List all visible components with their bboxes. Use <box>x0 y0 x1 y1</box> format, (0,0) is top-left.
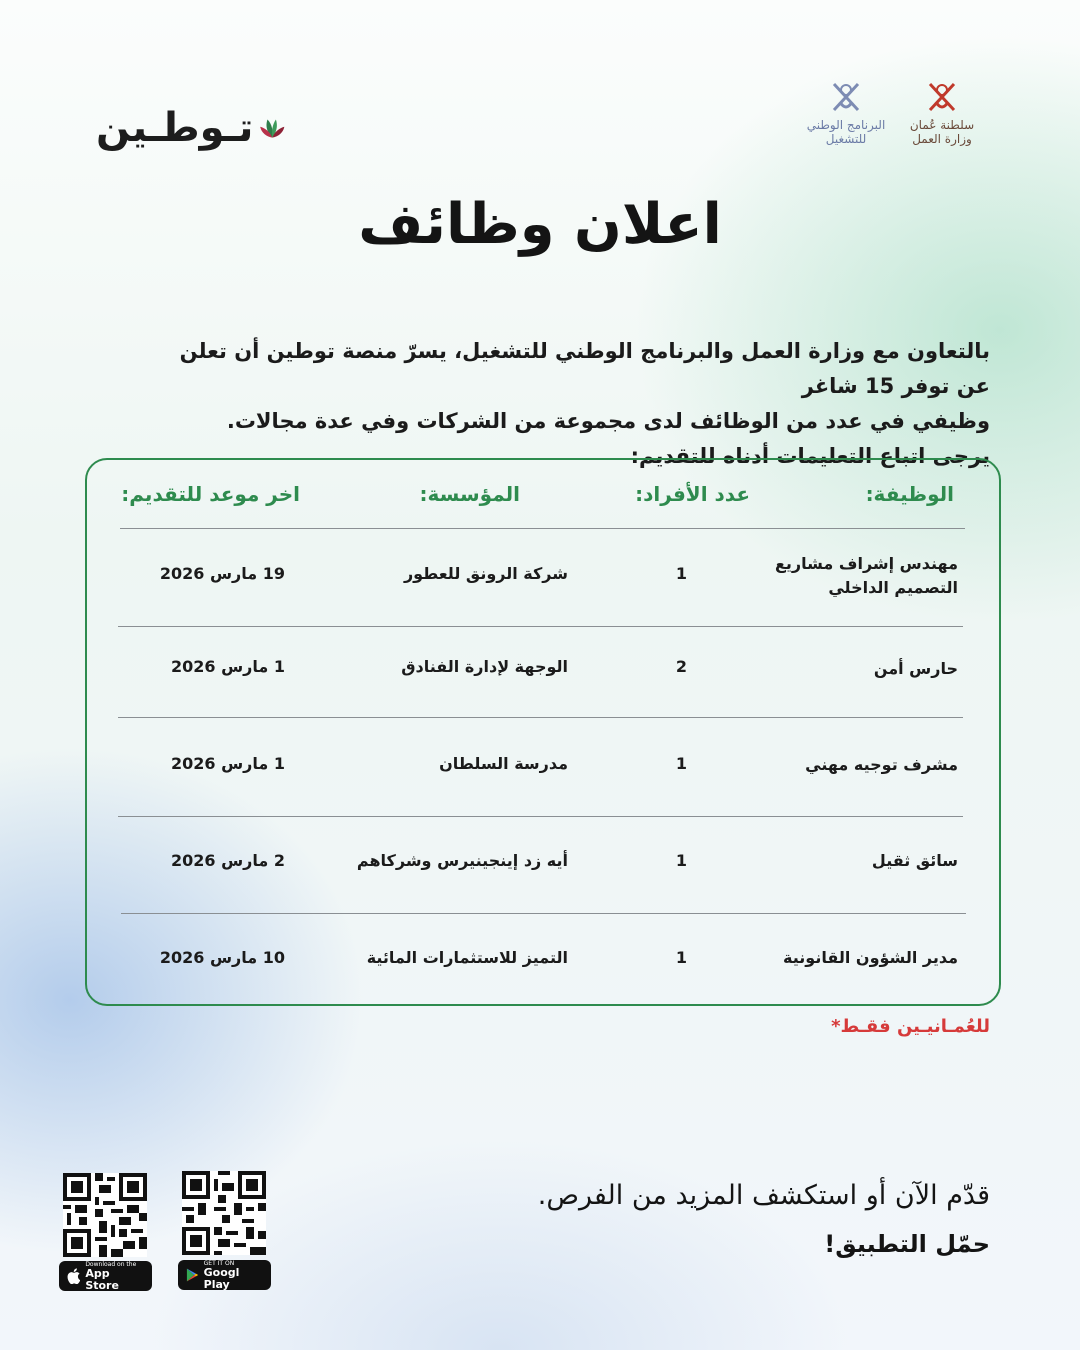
intro-line-2: وظيفي في عدد من الوظائف لدى مجموعة من الشركات وفي عدة مجالات. <box>226 409 990 433</box>
table-divider <box>120 528 965 529</box>
header-count: عدد الأفراد: <box>635 482 750 506</box>
google-play-badge[interactable] <box>178 1260 271 1290</box>
row-count: 1 <box>675 564 687 583</box>
mol-logo-text: سلطنة عُمان وزارة العمل <box>909 118 975 146</box>
table-divider <box>118 717 963 718</box>
tawteen-leaf-icon <box>259 106 286 150</box>
cta-text: قدّم الآن أو استكشف المزيد من الفرص. <box>537 1180 990 1211</box>
apple-icon <box>67 1268 80 1284</box>
table-divider <box>121 913 966 914</box>
row-org: التميز للاستثمارات المائية <box>366 948 568 967</box>
download-app-text: حمّل التطبيق! <box>824 1230 990 1258</box>
app-store-qr-code[interactable] <box>63 1173 147 1257</box>
header-job: الوظيفة: <box>865 482 954 506</box>
app-store-badge[interactable] <box>59 1261 152 1291</box>
row-job: حارس أمن <box>873 659 958 678</box>
government-logos <box>800 80 980 160</box>
omanis-only-note: للعُمـانيـين فقـط* <box>831 1016 990 1037</box>
brand-name: تـوطـين <box>96 105 254 151</box>
page-title: اعلان وظائف <box>358 192 722 257</box>
mol-logo <box>896 80 988 146</box>
intro-line-3: يرجى اتباع التعليمات أدناه للتقديم: <box>630 444 990 468</box>
ntp-emblem-icon <box>826 80 866 114</box>
google-play-qr-code[interactable] <box>182 1171 266 1255</box>
row-org: شركة الرونق للعطور <box>403 564 568 583</box>
row-job: مهندس إشراف مشاريع التصميم الداخلي <box>774 554 958 597</box>
row-deadline: 10 مارس 2026 <box>159 948 285 967</box>
google-play-small-text: GET IT ON <box>203 1259 235 1267</box>
row-count: 1 <box>675 851 687 870</box>
app-store-label: App Store <box>85 1266 119 1292</box>
ntp-logo-text: البرنامج الوطني للتشغيل <box>806 118 886 146</box>
jobs-table <box>85 458 1001 1006</box>
tawteen-logo <box>96 100 286 156</box>
table-divider <box>118 626 963 627</box>
row-org: مدرسة السلطان <box>439 754 568 773</box>
ntp-logo <box>800 80 892 146</box>
intro-line-1: بالتعاون مع وزارة العمل والبرنامج الوطني للتشغيل، يسرّ منصة توطين أن تعلن عن توفر 15 شاغر <box>179 339 990 398</box>
row-org: الوجهة لإدارة الفنادق <box>401 657 568 676</box>
row-deadline: 1 مارس 2026 <box>170 754 285 773</box>
row-count: 1 <box>675 948 687 967</box>
app-store-small-text: Download on the <box>85 1260 137 1268</box>
row-job: مشرف توجيه مهني <box>805 755 958 774</box>
header-deadline: اخر موعد للتقديم: <box>121 482 300 506</box>
row-org: أيه زد إينجينيرس وشركاهم <box>356 851 568 870</box>
row-count: 1 <box>675 754 687 773</box>
row-count: 2 <box>675 657 687 676</box>
row-deadline: 2 مارس 2026 <box>170 851 285 870</box>
oman-emblem-icon <box>922 80 962 114</box>
row-job: مدير الشؤون القانونية <box>783 948 958 967</box>
header-org: المؤسسة: <box>419 482 520 506</box>
intro-paragraph <box>150 334 990 474</box>
table-divider <box>118 816 963 817</box>
row-deadline: 1 مارس 2026 <box>170 657 285 676</box>
row-deadline: 19 مارس 2026 <box>159 564 285 583</box>
google-play-label: Googl Play <box>203 1265 240 1291</box>
google-play-icon <box>186 1267 199 1283</box>
row-job: سائق ثقيل <box>871 851 958 870</box>
